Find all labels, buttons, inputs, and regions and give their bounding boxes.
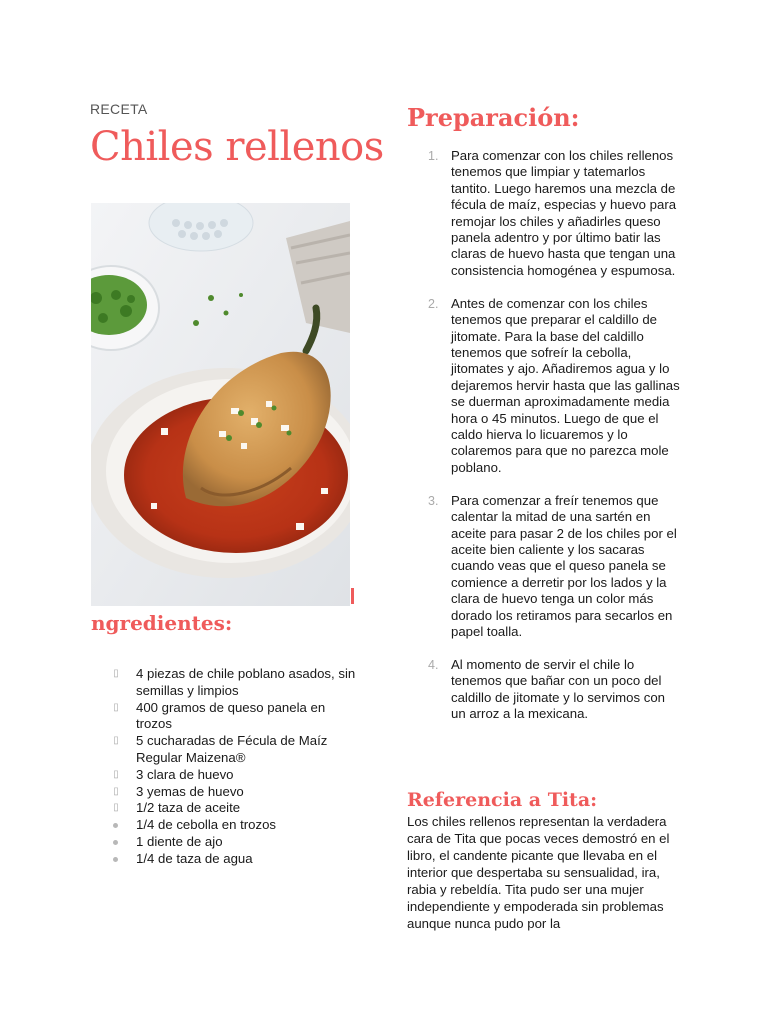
preparation-steps	[428, 148, 683, 739]
reference-body: Los chiles rellenos representan la verdadera cara de Tita que pocas veces demostró en el libro, el candente picante que llevaba en el interior que despertaba su sensualidad, ira, rabia y rebeldía. Tita pudo ser una mujer independiente y empoderada sin problemas aunque nunca pudo por la	[407, 814, 670, 931]
ingredients-list	[110, 666, 360, 868]
ingredient-item	[110, 733, 360, 767]
ingredient-item	[110, 784, 360, 801]
step-text: Para comenzar a freír tenemos que calentar la mitad de una sartén en aceite para pasar 2 de los chiles por el aceite bien caliente y los sacaras cuando veas que el queso panela se comience a derretir por los lados y la clara de huevo tenga un color más dorado los retiramos para secarlos en papel toalla.	[451, 492, 677, 639]
step-number: 3.	[428, 493, 439, 508]
ingredient-text: 3 yemas de huevo	[136, 783, 244, 799]
preparation-heading: Preparación:	[407, 103, 580, 132]
preparation-step	[428, 657, 683, 723]
ingredient-text: 400 gramos de queso panela en trozos	[136, 699, 326, 732]
ingredient-text: 1 diente de ajo	[136, 833, 223, 849]
missing-glyph-icon: ▯	[113, 668, 119, 679]
ingredient-item	[110, 800, 360, 817]
preparation-step	[428, 493, 683, 641]
recipe-eyebrow: RECETA	[90, 101, 148, 117]
step-text: Antes de comenzar con los chiles tenemos que preparar el caldillo de jitomate. Para la base del caldillo tenemos que sofreír la cebolla, jitomates y ajo. Añadiremos agua y lo dejaremos hervir hasta que las gallinas se duerman aproximadamente media hora o 45 minutos. Luego de que el caldo hierva lo licuaremos y lo colaremos para que no parezca mole poblano.	[451, 295, 680, 475]
missing-glyph-icon: ▯	[113, 802, 119, 814]
step-text: Para comenzar con los chiles rellenos tenemos que limpiar y tatemarlos tantito. Luego haremos una mezcla de fécula de maíz, especias y huevo para remojar los chiles y añadirles queso panela adentro y por último batir las claras de huevo hasta que tengan una consistencia homogénea y espumosa.	[451, 148, 677, 278]
ingredient-item	[110, 666, 360, 700]
ingredient-text: 4 piezas de chile poblano asados, sin semillas y limpios	[136, 666, 356, 698]
ingredient-text: 3 clara de huevo	[136, 766, 234, 782]
missing-glyph-icon: ▯	[113, 701, 119, 713]
ingredient-item	[110, 834, 360, 851]
missing-glyph-icon: ▯	[113, 785, 119, 797]
bullet-dot-icon	[113, 823, 118, 828]
ingredients-heading: ngredientes:	[91, 611, 233, 635]
ingredient-text: 1/4 de cebolla en trozos	[136, 817, 277, 833]
ingredient-item	[110, 700, 360, 734]
missing-glyph-icon: ▯	[113, 768, 119, 780]
bullet-dot-icon	[113, 840, 118, 845]
step-number: 1.	[428, 149, 439, 163]
step-number: 2.	[428, 296, 439, 311]
step-number: 4.	[428, 657, 439, 672]
ingredient-item	[110, 767, 360, 784]
missing-glyph-icon: ▯	[113, 735, 119, 747]
ingredient-text: 1/2 taza de aceite	[136, 800, 241, 816]
preparation-step	[428, 296, 683, 476]
preparation-step	[428, 148, 683, 279]
text-cursor-mark	[351, 588, 354, 604]
page-title: Chiles rellenos	[90, 124, 384, 170]
step-text: Al momento de servir el chile lo tenemos que bañar con un poco del caldillo de jitomate y lo servimos con un arroz a la mexicana.	[451, 656, 666, 722]
reference-heading: Referencia a Tita:	[407, 789, 598, 811]
bullet-dot-icon	[113, 857, 118, 862]
ingredient-text: 5 cucharadas de Fécula de Maíz Regular Maizena®	[136, 733, 328, 765]
ingredient-text: 1/4 de taza de agua	[136, 850, 253, 866]
ingredient-item	[110, 817, 360, 834]
chile-relleno-photo	[91, 203, 350, 606]
ingredient-item	[110, 851, 360, 868]
